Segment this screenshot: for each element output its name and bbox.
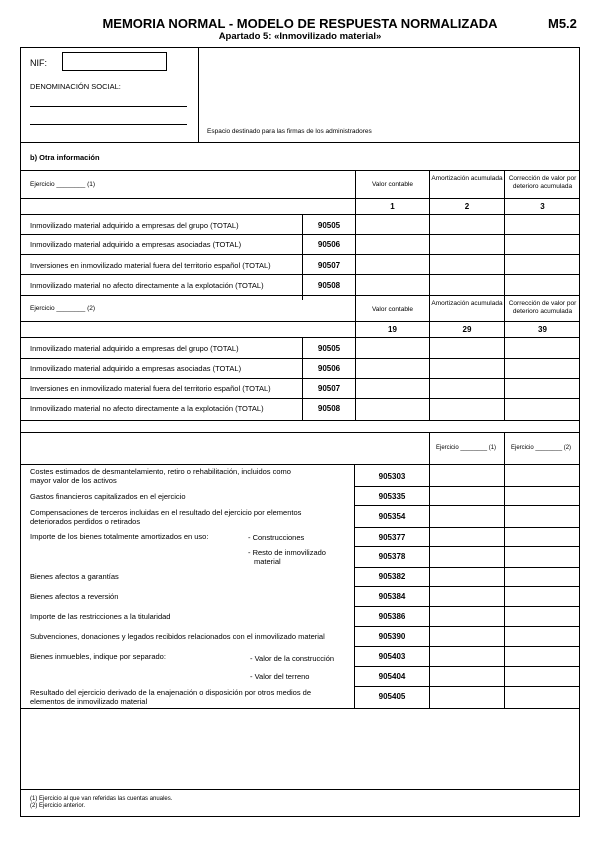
divider bbox=[354, 527, 580, 528]
page-subtitle: Apartado 5: «Inmovilizado material» bbox=[218, 31, 382, 42]
divider bbox=[354, 567, 580, 568]
row-label: Bienes afectos a garantías bbox=[30, 572, 119, 581]
row-label: Importe de los bienes totalmente amortizados en uso: bbox=[30, 532, 209, 541]
row-label: Inmovilizado material adquirido a empresas asociadas (TOTAL) bbox=[30, 240, 242, 249]
divider bbox=[354, 486, 580, 487]
divider bbox=[354, 666, 580, 667]
row-label: Bienes afectos a reversión bbox=[30, 592, 119, 601]
col-header-correccion: Corrección de valor por deterioro acumulada bbox=[508, 300, 577, 315]
col-header-amortizacion: Amortización acumulada bbox=[431, 175, 503, 182]
row-label: Inmovilizado material no afecto directamente a la explotación (TOTAL) bbox=[30, 281, 264, 290]
nif-label: NIF: bbox=[30, 58, 47, 68]
row-sublabel: - Construcciones bbox=[248, 533, 305, 542]
row-label: Bienes inmuebles, indique por separado: bbox=[30, 652, 166, 661]
col-number: 29 bbox=[462, 325, 472, 334]
ejercicio-2-label: Ejercicio ________ (2) bbox=[30, 305, 96, 312]
row-code: 905382 bbox=[378, 572, 406, 581]
row-label: Inmovilizado material adquirido a empresas del grupo (TOTAL) bbox=[30, 221, 239, 230]
divider bbox=[20, 198, 580, 199]
col-header-valor: Valor contable bbox=[371, 306, 414, 313]
row-sublabel: - Resto de inmovilizado bbox=[248, 548, 326, 557]
col-header-valor: Valor contable bbox=[371, 181, 414, 188]
row-code: 905404 bbox=[378, 672, 406, 681]
row-code: 905405 bbox=[378, 692, 406, 701]
col-number: 3 bbox=[540, 202, 545, 211]
col-divider bbox=[429, 170, 430, 300]
divider bbox=[354, 546, 580, 547]
divider bbox=[354, 606, 580, 607]
id-divider bbox=[198, 47, 199, 142]
row-label-cont: elementos de inmovilizado material bbox=[30, 697, 148, 706]
row-code: 90506 bbox=[317, 240, 341, 249]
row-code: 90505 bbox=[317, 344, 341, 353]
col-number: 39 bbox=[538, 325, 547, 334]
divider bbox=[354, 586, 580, 587]
divider bbox=[354, 505, 580, 506]
denominacion-line-1[interactable] bbox=[30, 106, 187, 107]
row-label: Inmovilizado material adquirido a empresas asociadas (TOTAL) bbox=[30, 364, 242, 373]
footnote: (2) Ejercicio anterior. bbox=[30, 803, 86, 809]
ejercicio-2-label: Ejercicio ________ (2) bbox=[511, 445, 572, 451]
divider bbox=[20, 708, 580, 709]
divider bbox=[20, 214, 580, 215]
divider bbox=[20, 420, 580, 421]
row-label: Compensaciones de terceros incluidas en el resultado del ejercicio por elementos bbox=[30, 508, 302, 517]
divider bbox=[20, 234, 580, 235]
row-label: Costes estimados de desmantelamiento, retiro o rehabilitación, incluidos como bbox=[30, 467, 291, 476]
row-label: Inmovilizado material no afecto directamente a la explotación (TOTAL) bbox=[30, 404, 264, 413]
row-label: Inmovilizado material adquirido a empresas del grupo (TOTAL) bbox=[30, 344, 239, 353]
col-header-correccion: Corrección de valor por deterioro acumulada bbox=[508, 175, 577, 190]
divider bbox=[20, 464, 580, 465]
divider bbox=[20, 170, 580, 171]
divider bbox=[20, 254, 580, 255]
row-label: Importe de las restricciones a la titularidad bbox=[30, 612, 171, 621]
divider bbox=[354, 646, 580, 647]
row-code: 90506 bbox=[317, 364, 341, 373]
row-label-cont: deteriorados perdidos o retirados bbox=[30, 517, 141, 526]
row-code: 905386 bbox=[378, 612, 406, 621]
row-code: 905384 bbox=[378, 592, 406, 601]
denominacion-label: DENOMINACIÓN SOCIAL: bbox=[30, 82, 121, 91]
divider bbox=[20, 432, 580, 433]
row-code: 905335 bbox=[378, 492, 406, 501]
signature-note: Espacio destinado para las firmas de los administradores bbox=[207, 128, 372, 135]
row-code: 90508 bbox=[317, 281, 341, 290]
row-label: Resultado del ejercicio derivado de la enajenación o disposición por otros medios de bbox=[30, 688, 312, 697]
nif-input[interactable] bbox=[62, 52, 167, 71]
divider bbox=[354, 626, 580, 627]
row-code: 90505 bbox=[317, 221, 341, 230]
ejercicio-1-label: Ejercicio ________ (1) bbox=[30, 181, 96, 188]
row-label: Subvenciones, donaciones y legados recibidos relacionados con el inmovilizado material bbox=[30, 632, 325, 641]
divider bbox=[20, 789, 580, 790]
page-title: MEMORIA NORMAL - MODELO DE RESPUESTA NORMALIZADA bbox=[102, 16, 498, 31]
row-code: 90507 bbox=[317, 261, 341, 270]
ejercicio-1-label: Ejercicio ________ (1) bbox=[436, 445, 497, 451]
col-divider bbox=[355, 170, 356, 300]
divider bbox=[20, 321, 580, 322]
denominacion-line-2[interactable] bbox=[30, 124, 187, 125]
row-code: 90507 bbox=[317, 384, 341, 393]
row-label: Gastos financieros capitalizados en el ejercicio bbox=[30, 492, 186, 501]
divider bbox=[354, 686, 580, 687]
divider bbox=[20, 337, 580, 338]
row-code: 905403 bbox=[378, 652, 406, 661]
divider bbox=[20, 378, 580, 379]
row-label-cont: mayor valor de los activos bbox=[30, 476, 117, 485]
divider bbox=[20, 274, 580, 275]
row-sublabel: - Valor del terreno bbox=[250, 672, 310, 681]
row-sublabel-cont: material bbox=[254, 557, 281, 566]
row-code: 905303 bbox=[378, 472, 406, 481]
row-code: 905378 bbox=[378, 552, 406, 561]
footnote: (1) Ejercicio al que van referidas las cuentas anuales. bbox=[30, 796, 173, 802]
row-code: 90508 bbox=[317, 404, 341, 413]
row-label: Inversiones en inmovilizado material fuera del territorio español (TOTAL) bbox=[30, 384, 271, 393]
divider bbox=[20, 398, 580, 399]
divider bbox=[20, 142, 580, 143]
section-title: b) Otra información bbox=[30, 153, 100, 162]
row-code: 905377 bbox=[378, 533, 406, 542]
form-code: M5.2 bbox=[548, 16, 577, 31]
col-number: 1 bbox=[390, 202, 395, 211]
row-code: 905354 bbox=[378, 512, 406, 521]
col-number: 2 bbox=[464, 202, 470, 211]
row-label: Inversiones en inmovilizado material fuera del territorio español (TOTAL) bbox=[30, 261, 271, 270]
col-number: 19 bbox=[388, 325, 397, 334]
divider bbox=[20, 358, 580, 359]
row-code: 905390 bbox=[378, 632, 406, 641]
col-header-amortizacion: Amortización acumulada bbox=[431, 300, 503, 307]
row-sublabel: - Valor de la construcción bbox=[250, 654, 335, 663]
divider bbox=[20, 295, 580, 296]
